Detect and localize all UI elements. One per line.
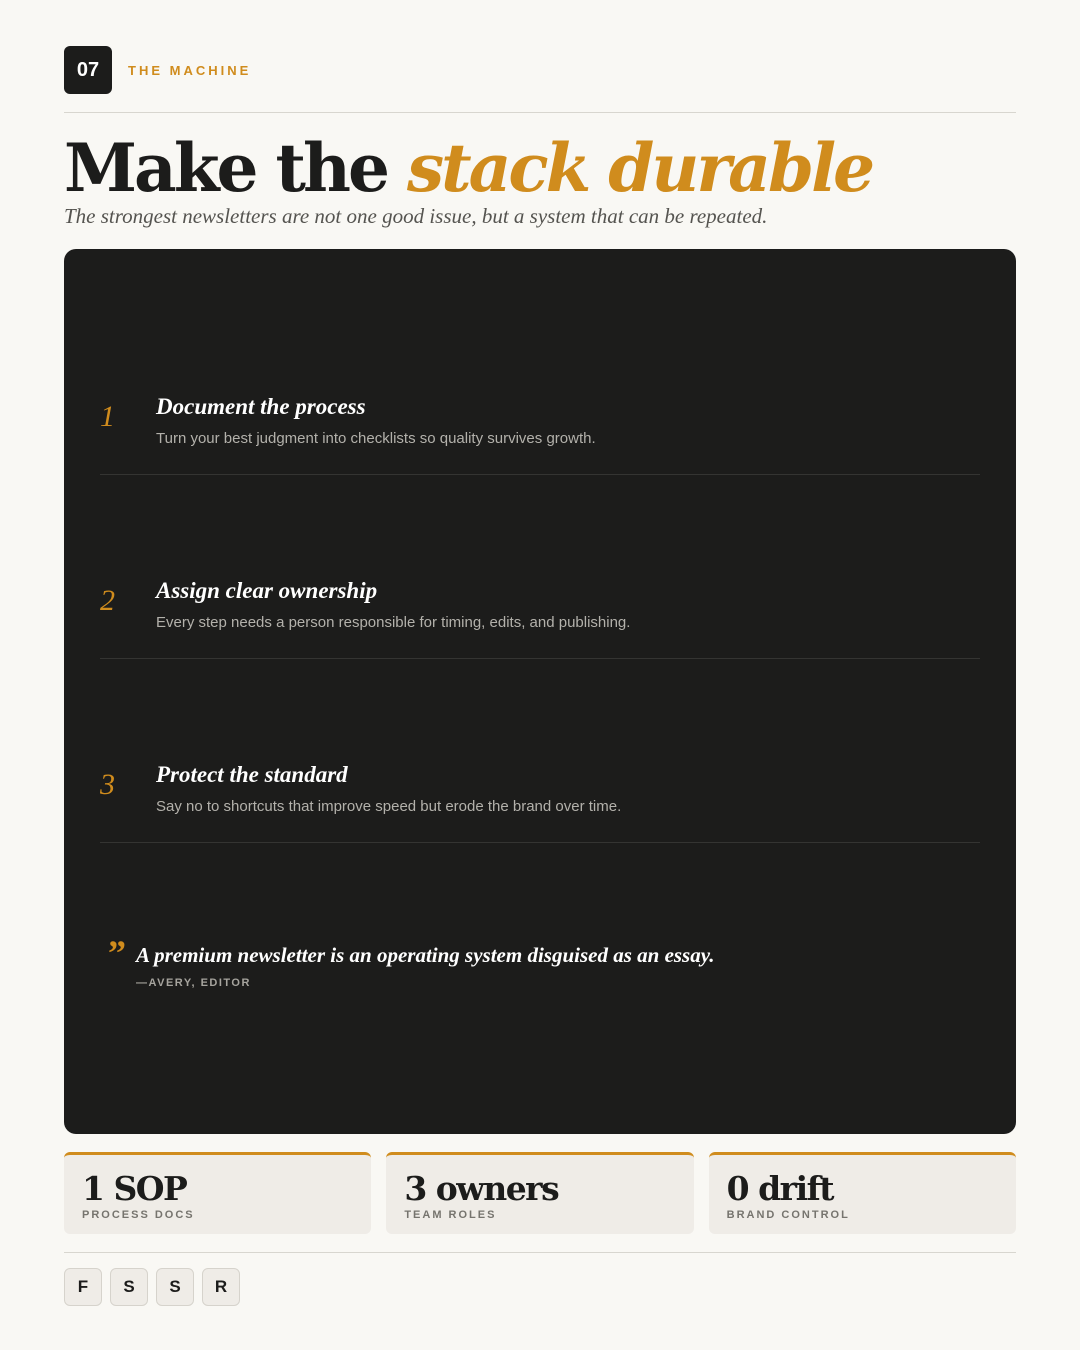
page-subtitle: The strongest newsletters are not one good issue, but a system that can be repeated. (64, 204, 768, 228)
tag-button[interactable]: S (156, 1268, 194, 1306)
quote-text: A premium newsletter is an operating system disguised as an essay. (136, 943, 715, 967)
stat-label: PROCESS DOCS (82, 1209, 195, 1221)
stat-card (709, 1152, 1016, 1234)
page-title (64, 128, 872, 208)
top-divider (64, 112, 1016, 113)
step-description: Say no to shortcuts that improve speed but erode the brand over time. (156, 798, 622, 815)
title-accent: stack durable (406, 129, 873, 207)
step-title: Document the process (156, 394, 366, 419)
step-description: Every step needs a person responsible for timing, edits, and publishing. (156, 614, 631, 631)
quote-author: —AVERY, EDITOR (136, 977, 251, 989)
stat-label: TEAM ROLES (404, 1209, 497, 1221)
tag-button[interactable]: F (64, 1268, 102, 1306)
step-number: 1 (100, 400, 115, 433)
stat-card (64, 1152, 371, 1234)
step-item (100, 752, 980, 843)
title-plain: Make the (64, 129, 387, 207)
step-number: 3 (100, 768, 115, 801)
tag-button[interactable]: S (110, 1268, 148, 1306)
stat-value: 0 drift (726, 1169, 834, 1208)
stat-value: 3 owners (404, 1169, 559, 1208)
stats-row (64, 1152, 1016, 1234)
section-kicker: THE MACHINE (128, 62, 252, 78)
step-item (100, 384, 980, 475)
stat-card (386, 1152, 693, 1234)
quote-mark-icon: ” (108, 933, 126, 973)
bottom-divider (64, 1252, 1016, 1253)
header (64, 46, 251, 94)
stat-value: 1 SOP (82, 1169, 187, 1208)
step-title: Protect the standard (156, 762, 348, 787)
step-item (100, 568, 980, 659)
tag-row (64, 1268, 240, 1306)
stat-label: BRAND CONTROL (726, 1209, 850, 1221)
step-title: Assign clear ownership (156, 578, 378, 603)
steps-panel (64, 249, 1016, 1134)
step-description: Turn your best judgment into checklists so quality survives growth. (156, 430, 596, 447)
tag-button[interactable]: R (202, 1268, 240, 1306)
step-number: 2 (100, 584, 115, 617)
issue-badge: 07 (64, 46, 112, 94)
